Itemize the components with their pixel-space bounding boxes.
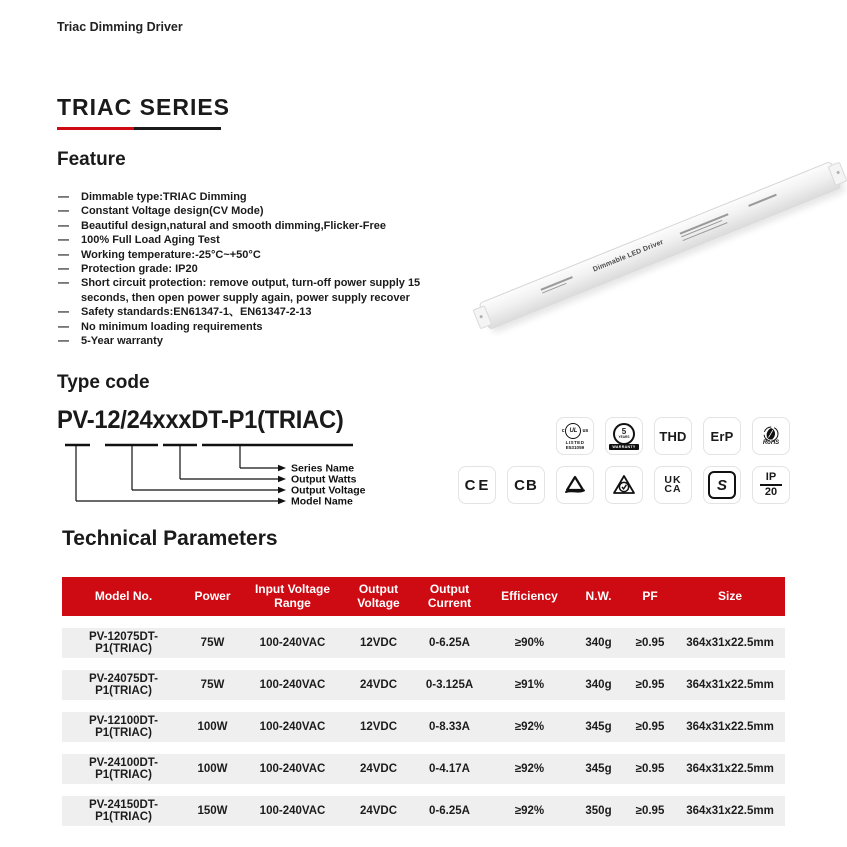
table-cell: 100-240VAC <box>259 763 326 775</box>
table-cell: ≥92% <box>514 763 545 775</box>
feature-item <box>58 233 470 247</box>
underline-black-segment <box>134 127 221 130</box>
tuv-triangle-icon <box>556 466 594 504</box>
bullet-dash: — <box>58 234 69 247</box>
feature-list <box>58 190 470 348</box>
table-cell: 345g <box>585 763 612 775</box>
typecode-heading: Type code <box>57 372 150 393</box>
table-cell: 350g <box>585 805 612 817</box>
ce-mark-icon: CE <box>458 466 496 504</box>
table-cell: ≥0.95 <box>635 763 665 775</box>
product-photo <box>476 156 842 334</box>
table-cell: PV-24150DT-P1(TRIAC) <box>88 799 159 823</box>
table-cell: ≥92% <box>514 805 545 817</box>
rcm-mark-icon <box>605 466 643 504</box>
feature-item <box>58 219 470 233</box>
warranty-number: 5 <box>621 426 627 436</box>
table-cell: 24VDC <box>359 763 398 775</box>
table-cell: 0-6.25A <box>429 637 470 649</box>
header-cell: Power <box>194 588 231 603</box>
table-cell: PV-24100DT-P1(TRIAC) <box>88 757 159 781</box>
feature-item <box>58 262 470 276</box>
table-cell: 150W <box>197 805 228 817</box>
diagram-label-series-name: Series Name <box>291 462 355 475</box>
series-underline <box>57 127 221 130</box>
ul-file-number: E531059 <box>565 444 585 450</box>
feature-text: Protection grade: IP20 <box>81 263 198 276</box>
bullet-dash: — <box>58 320 69 333</box>
table-cell: 340g <box>585 679 612 691</box>
table-cell: 100-240VAC <box>259 637 326 649</box>
table-cell: 364x31x22.5mm <box>686 763 774 775</box>
feature-text: Safety standards:EN61347-1、EN61347-2-13 <box>81 306 312 319</box>
feature-heading: Feature <box>57 149 126 170</box>
table-cell: 24VDC <box>359 679 398 691</box>
table-row <box>62 712 785 742</box>
label-print-line <box>683 222 728 241</box>
feature-text: Dimmable type:TRIAC Dimming <box>81 191 247 203</box>
erp-icon: ErP <box>703 417 741 455</box>
header-cell: Output Current <box>427 582 472 610</box>
feature-text: 5-Year warranty <box>81 335 163 348</box>
table-cell: 0-3.125A <box>425 679 474 691</box>
table-cell: ≥0.95 <box>635 805 665 817</box>
table-cell: ≥0.95 <box>635 637 665 649</box>
table-row <box>62 628 785 658</box>
header-cell: Size <box>717 588 742 603</box>
rohs-leaf-icon: RoHS <box>752 417 790 455</box>
header-cell: Output Voltage <box>357 582 400 610</box>
underline-red-segment <box>57 127 134 130</box>
feature-item <box>58 190 470 204</box>
feature-text: Short circuit protection: remove output, turn-off power supply 15 seconds, then open power supply again, power supply recover <box>81 277 421 304</box>
table-cell: ≥92% <box>514 721 545 733</box>
table-cell: 364x31x22.5mm <box>686 805 774 817</box>
table-cell: 100W <box>197 763 228 775</box>
bullet-dash: — <box>58 306 69 319</box>
header-cell: Efficiency <box>501 588 558 603</box>
table-cell: 12VDC <box>359 721 398 733</box>
table-row <box>62 796 785 826</box>
table-cell: 364x31x22.5mm <box>686 637 774 649</box>
label-print-line <box>541 276 573 290</box>
feature-item <box>58 320 470 334</box>
bullet-dash: — <box>58 277 69 290</box>
table-cell: 0-8.33A <box>429 721 470 733</box>
table-cell: PV-24075DT-P1(TRIAC) <box>88 673 159 697</box>
technical-parameters-table <box>62 577 785 826</box>
feature-text: Working temperature:-25°C~+50°C <box>81 248 261 261</box>
typecode-string: PV-12/24xxxDT-P1(TRIAC) <box>57 406 344 434</box>
label-print-line <box>748 194 776 207</box>
feature-item <box>58 248 470 262</box>
document-title: Triac Dimming Driver <box>57 20 183 34</box>
header-cell: Model No. <box>94 588 153 603</box>
ip20-icon: IP 20 <box>752 466 790 504</box>
header-cell: Input Voltage Range <box>254 582 331 610</box>
ul-circle: UL <box>565 423 581 439</box>
table-cell: ≥90% <box>514 637 545 649</box>
table-cell: ≥91% <box>514 679 545 691</box>
bullet-dash: — <box>58 219 69 232</box>
series-title: TRIAC SERIES <box>57 94 231 120</box>
feature-text: No minimum loading requirements <box>81 320 263 333</box>
bullet-dash: — <box>58 205 69 218</box>
bullet-dash: — <box>58 248 69 261</box>
ul-c-label: c <box>561 427 565 434</box>
table-cell: 100-240VAC <box>259 805 326 817</box>
thd-icon: THD <box>654 417 692 455</box>
table-cell: 100-240VAC <box>259 721 326 733</box>
s-mark-icon: S <box>703 466 741 504</box>
table-cell: ≥0.95 <box>635 679 665 691</box>
table-cell: 24VDC <box>359 805 398 817</box>
warranty-5-years-icon <box>605 417 643 455</box>
feature-item <box>58 334 470 348</box>
table-cell: PV-12100DT-P1(TRIAC) <box>88 715 159 739</box>
bullet-dash: — <box>58 263 69 276</box>
warranty-ribbon: WARRANTY <box>609 444 638 450</box>
driver-label: Dimmable LED Driver <box>592 238 665 274</box>
table-cell: PV-12075DT-P1(TRIAC) <box>88 631 159 655</box>
table-cell: 100-240VAC <box>259 679 326 691</box>
cb-mark-icon: CB <box>507 466 545 504</box>
table-row <box>62 754 785 784</box>
table-cell: 0-6.25A <box>429 805 470 817</box>
table-cell: ≥0.95 <box>635 721 665 733</box>
ul-listed-icon <box>556 417 594 455</box>
feature-text: 100% Full Load Aging Test <box>81 234 220 247</box>
bullet-dash: — <box>58 335 69 348</box>
table-cell: 75W <box>200 679 225 691</box>
feature-item <box>58 276 470 305</box>
table-body <box>62 628 785 826</box>
typecode-diagram <box>57 440 457 518</box>
ul-listed-label: LISTED <box>565 439 585 445</box>
feature-item <box>58 305 470 319</box>
diagram-label-model-name: Model Name <box>291 495 353 508</box>
table-cell: 340g <box>585 637 612 649</box>
table-cell: 345g <box>585 721 612 733</box>
ul-us-label: us <box>582 427 589 434</box>
feature-text: Constant Voltage design(CV Mode) <box>81 205 264 218</box>
led-driver-bar <box>478 161 841 330</box>
table-header <box>62 577 785 616</box>
tuv-glyph <box>563 474 587 496</box>
rcm-glyph <box>612 474 636 496</box>
table-cell: 75W <box>200 637 225 649</box>
table-cell: 0-4.17A <box>429 763 470 775</box>
diagram-label-output-watts: Output Watts <box>291 473 357 486</box>
table-cell: 364x31x22.5mm <box>686 679 774 691</box>
header-cell: N.W. <box>585 588 612 603</box>
table-cell: 12VDC <box>359 637 398 649</box>
table-cell: 100W <box>197 721 228 733</box>
diagram-label-output-voltage: Output Voltage <box>291 484 366 497</box>
ukca-mark-icon: UK CA <box>654 466 692 504</box>
feature-item <box>58 204 470 218</box>
table-row <box>62 670 785 700</box>
feature-text: Beautiful design,natural and smooth dimming,Flicker-Free <box>81 219 386 232</box>
header-cell: PF <box>642 588 658 603</box>
table-cell: 364x31x22.5mm <box>686 721 774 733</box>
technical-parameters-heading: Technical Parameters <box>62 527 278 550</box>
certification-badges <box>458 417 790 504</box>
warranty-unit: YEARS <box>618 434 630 439</box>
bullet-dash: — <box>58 191 69 203</box>
